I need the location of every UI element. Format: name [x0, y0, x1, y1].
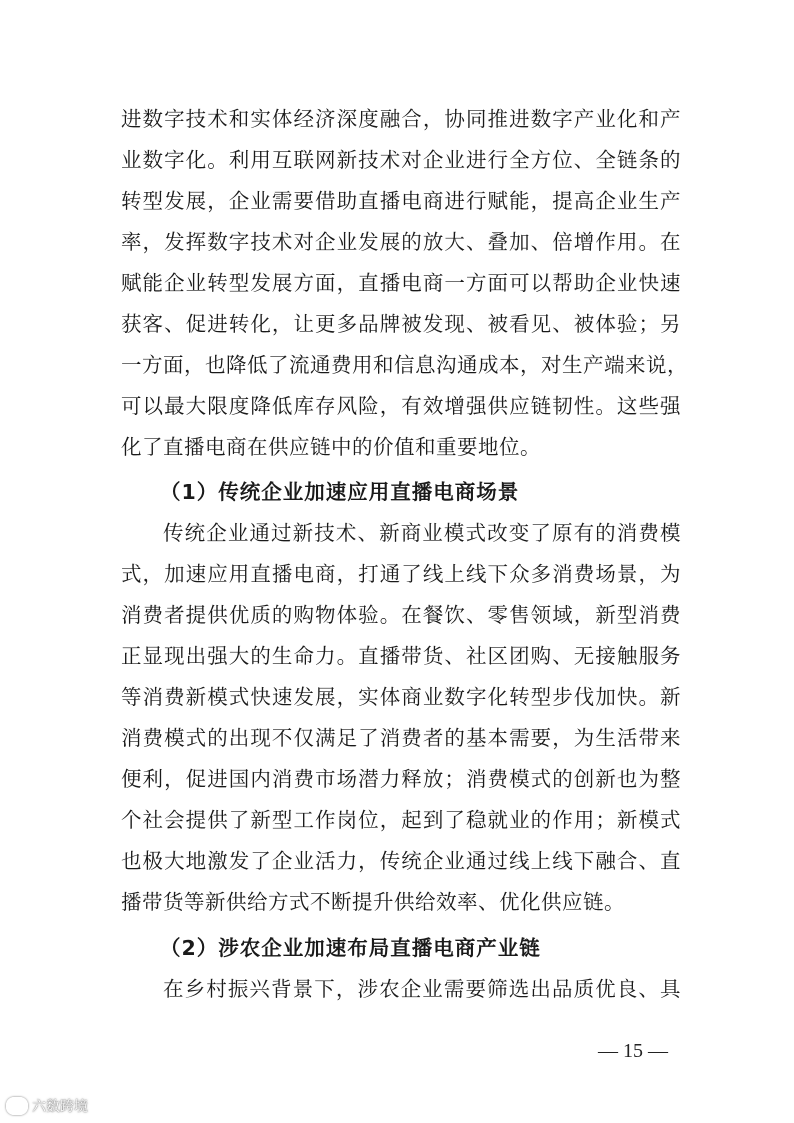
paragraph-line: 便利，促进国内消费市场潜力释放；消费模式的创新也为整 [121, 767, 681, 791]
paragraph-line: 式，加速应用直播电商，打通了线上线下众多消费场景，为 [121, 562, 681, 586]
paragraph-line: 正显现出强大的生命力。直播带货、社区团购、无接触服务 [121, 644, 681, 668]
paragraph-line: 也极大地激发了企业活力，传统企业通过线上线下融合、直 [121, 849, 681, 873]
paragraph-line: 赋能企业转型发展方面，直播电商一方面可以帮助企业快速 [121, 271, 681, 295]
paragraph-line: 业数字化。利用互联网新技术对企业进行全方位、全链条的 [121, 148, 681, 172]
paragraph-line: 转型发展，企业需要借助直播电商进行赋能，提高企业生产 [121, 189, 681, 213]
paragraph-line: 播带货等新供给方式不断提升供给效率、优化供应链。 [121, 890, 625, 914]
paragraph-line: 化了直播电商在供应链中的价值和重要地位。 [121, 435, 541, 459]
paragraph-line: 传统企业通过新技术、新商业模式改变了原有的消费模 [163, 521, 681, 545]
paragraph-line: 进数字技术和实体经济深度融合，协同推进数字产业化和产 [121, 107, 681, 131]
page-number: — 15 — [598, 1040, 668, 1062]
watermark [6, 1095, 88, 1117]
paragraph-line: 等消费新模式快速发展，实体商业数字化转型步伐加快。新 [121, 685, 681, 709]
paragraph-line: 个社会提供了新型工作岗位，起到了稳就业的作用；新模式 [121, 808, 681, 832]
watermark-logo-icon [6, 1097, 28, 1115]
section-heading: （1）传统企业加速应用直播电商场景 [160, 480, 520, 504]
paragraph-line: 率，发挥数字技术对企业发展的放大、叠加、倍增作用。在 [121, 230, 681, 254]
paragraph-line: 消费者提供优质的购物体验。在餐饮、零售领域，新型消费 [121, 603, 681, 627]
watermark-text: 六数跨境 [32, 1099, 88, 1115]
paragraph-line: 消费模式的出现不仅满足了消费者的基本需要，为生活带来 [121, 726, 681, 750]
paragraph-line: 获客、促进转化，让更多品牌被发现、被看见、被体验；另 [121, 312, 681, 336]
paragraph-line: 一方面，也降低了流通费用和信息沟通成本，对生产端来说， [121, 353, 688, 377]
section-heading: （2）涉农企业加速布局直播电商产业链 [160, 936, 541, 960]
paragraph-line: 可以最大限度降低库存风险，有效增强供应链韧性。这些强 [121, 394, 681, 418]
paragraph-line: 在乡村振兴背景下，涉农企业需要筛选出品质优良、具 [163, 977, 681, 1001]
